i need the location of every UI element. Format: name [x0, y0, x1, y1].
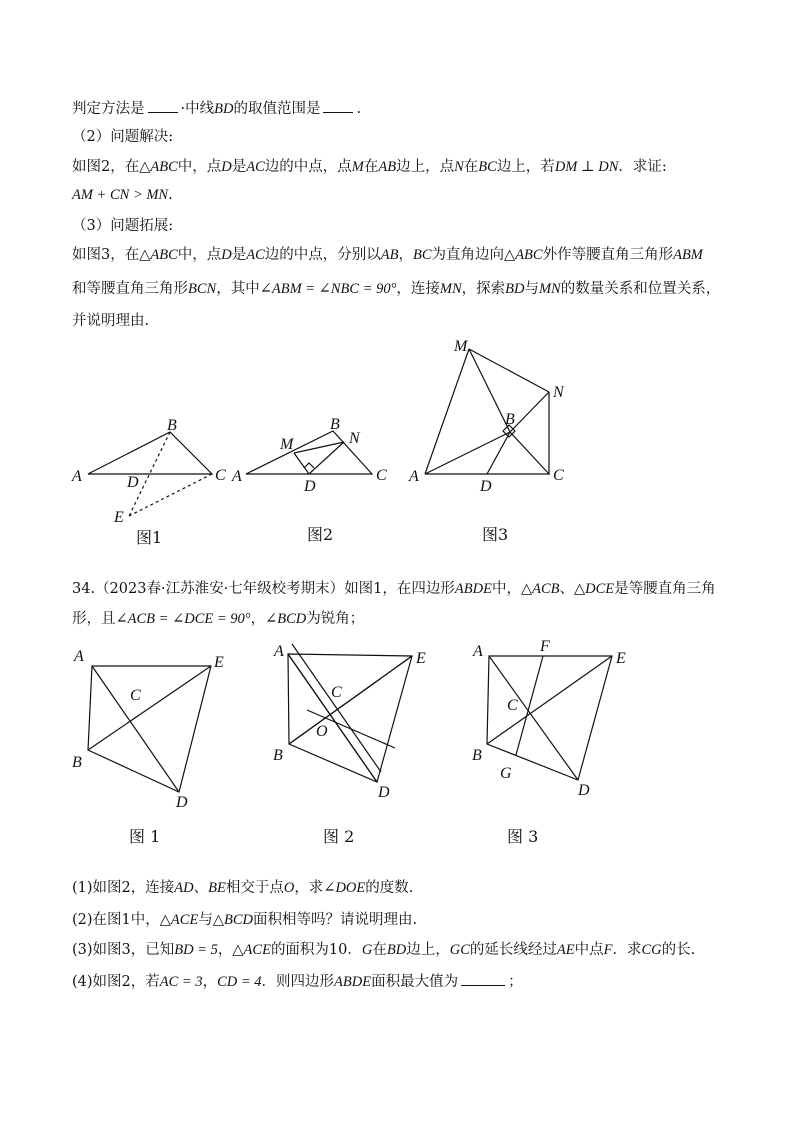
text: 的面积为10．: [270, 942, 362, 958]
text: (2)在图1中，: [72, 912, 160, 928]
text: (1)如图2，连接: [72, 880, 175, 896]
text: ，: [250, 611, 266, 627]
q34-fig3-caption: 图 3: [507, 827, 539, 846]
q34-fig1-label-b: B: [72, 754, 82, 771]
math: △ABC: [504, 247, 543, 263]
text: 外作等腰直角三角形: [542, 247, 674, 263]
text: ·中线: [180, 101, 215, 117]
math: AB: [380, 247, 399, 263]
fig1-label-d: D: [127, 474, 139, 491]
text: 与: [198, 912, 213, 928]
q34-fig3-segment-bce: [487, 656, 612, 744]
q33-figure-1: [71, 417, 226, 547]
text: 如图2，在: [72, 159, 140, 175]
text: ，求: [294, 880, 324, 896]
math: F: [603, 942, 613, 958]
math: △ACE: [232, 942, 271, 958]
math-bd: BD: [214, 101, 234, 117]
text: 相交于点: [225, 880, 284, 896]
math: △ACE: [159, 912, 199, 928]
text: 与: [524, 281, 539, 297]
q34-fig3-quad-abde: [487, 656, 612, 780]
fig2-label-m: M: [280, 436, 294, 453]
fig3-segment-mn: [469, 349, 549, 392]
text: 如图3，在: [72, 247, 140, 263]
math: ∠BCD: [265, 611, 307, 627]
q34-fig3-label-g: G: [500, 765, 512, 782]
math: AC = 3: [159, 974, 203, 990]
q34-fig3-label-a: A: [473, 643, 483, 660]
math: D: [221, 247, 232, 263]
q34-fig2-segment-ce: [292, 644, 381, 772]
fig3-label-b: B: [505, 411, 515, 428]
math: AM + CN > MN: [72, 187, 169, 203]
math: BC: [478, 159, 497, 175]
text: .: [356, 101, 362, 117]
q33-part3-heading: （3）问题拓展:: [72, 218, 174, 234]
math: AD: [174, 880, 194, 896]
text: 边上，: [406, 942, 450, 958]
text: 边上，点: [396, 159, 455, 175]
math: ∠DOE: [323, 880, 366, 896]
text: ，连接: [396, 281, 440, 297]
fig1-segment-ec: [129, 474, 212, 516]
q34-fig2-label-c: C: [331, 684, 342, 701]
text: 中，点: [177, 247, 222, 263]
fig1-label-a: A: [72, 468, 82, 485]
q34-fig2-segment-be: [289, 656, 412, 744]
math: D: [221, 159, 232, 175]
q34-fig3-label-b: B: [472, 747, 482, 764]
fig2-right-angle-mark: [304, 463, 314, 468]
q34-fig1-label-d: D: [176, 794, 188, 811]
math: N: [454, 159, 464, 175]
q34-fig2-label-o: O: [316, 723, 328, 740]
text: 为锐角；: [306, 611, 365, 627]
fig2-label-d: D: [304, 478, 316, 495]
math: △ABC: [139, 159, 178, 175]
math: △ACB: [520, 581, 560, 597]
q34-figure-2: [273, 643, 426, 846]
q34-fig2-label-d: D: [378, 784, 390, 801]
text: ，探索: [461, 281, 506, 297]
fig1-caption: 图1: [136, 528, 163, 547]
text: 的取值范围是: [233, 101, 321, 117]
text: ，: [398, 247, 414, 263]
q34-fig1-label-c: C: [130, 687, 141, 704]
q34-fig3-label-f: F: [540, 638, 550, 655]
fig3-triangle-abc: [425, 432, 549, 474]
question-number: 34.: [72, 581, 96, 597]
text: 是: [231, 247, 247, 263]
q34-figure-1: [72, 648, 224, 846]
math: AB: [378, 159, 397, 175]
question-source: （2023春·江苏淮安·七年级校考期末）: [95, 581, 345, 597]
fig2-segment-mn: [294, 442, 344, 453]
math: AE: [556, 942, 575, 958]
math: G: [361, 942, 373, 958]
text: ．求证:: [618, 159, 667, 175]
text: 面积最大值为: [371, 974, 459, 990]
text: 中点: [574, 942, 604, 958]
math: BCN: [188, 281, 217, 297]
text: ，: [202, 974, 218, 990]
text: 是等腰直角三: [614, 581, 702, 597]
text: 在: [372, 942, 387, 958]
math: △BCD: [212, 912, 253, 928]
math: ∠ABM = ∠NBC = 90°: [259, 281, 397, 297]
text: 的数量关系和位置关系，: [560, 281, 721, 297]
text: 判定方法是: [72, 101, 145, 117]
math: CD = 4: [217, 974, 262, 990]
text: ，其中: [216, 281, 260, 297]
text: 、: [559, 581, 575, 597]
text: ；: [508, 974, 523, 990]
math: CG: [641, 942, 662, 958]
q33-part2-heading: （2）问题解决:: [72, 129, 174, 145]
q34-fig1-quad-abde: [88, 666, 211, 792]
q34-fig1-segment-acd: [92, 666, 179, 792]
math: ABM: [673, 247, 703, 263]
q34-fig2-label-e: E: [416, 650, 426, 667]
fig2-label-a: A: [232, 468, 242, 485]
text: 和等腰直角三角形: [72, 281, 188, 297]
q34-fig2-caption: 图 2: [323, 827, 355, 846]
text: ，: [217, 942, 233, 958]
fig3-label-n: N: [553, 384, 564, 401]
text: 在: [463, 159, 479, 175]
text: 的长.: [661, 942, 696, 958]
math: ABDE: [454, 581, 492, 597]
math: ABDE: [334, 974, 372, 990]
q34-fig2-quad-abde: [288, 654, 412, 782]
fig3-segment-nb: [510, 392, 549, 432]
text: 形，且: [72, 611, 116, 627]
math: MN: [439, 281, 462, 297]
q33-part3-line3: 并说明理由.: [72, 313, 150, 329]
math: BD: [386, 942, 407, 958]
fig2-label-b: B: [330, 416, 340, 433]
text: 中，点: [177, 159, 222, 175]
text: 在: [363, 159, 379, 175]
text: 边的中点，点: [264, 159, 352, 175]
fig1-label-b: B: [167, 417, 177, 434]
text: 边上，若: [496, 159, 555, 175]
text: 如图1，在四边形: [344, 581, 455, 597]
math: BD = 5: [174, 942, 218, 958]
text: .: [168, 187, 173, 203]
fig1-triangle-abc: [88, 432, 212, 474]
fig3-label-c: C: [553, 467, 564, 484]
fig2-label-n: N: [349, 430, 360, 447]
fig2-label-c: C: [376, 467, 387, 484]
q34-fig1-caption: 图 1: [129, 827, 161, 846]
q34-fig2-label-a: A: [274, 643, 284, 660]
text: 为直角边向: [431, 247, 505, 263]
math: MN: [538, 281, 561, 297]
text: 是: [231, 159, 247, 175]
fig1-label-e: E: [114, 509, 124, 526]
text: (4)如图2，若: [72, 974, 160, 990]
text: 边的中点，分别以: [264, 247, 381, 263]
text: 面积相等吗？请说明理由.: [252, 912, 418, 928]
text: 的延长线经过: [469, 942, 557, 958]
fig3-label-d: D: [480, 478, 492, 495]
text: ．则四边形: [261, 974, 335, 990]
text: ．求: [612, 942, 642, 958]
math: GC: [449, 942, 470, 958]
math: AC: [246, 247, 265, 263]
q34-fig1-label-a: A: [74, 648, 84, 665]
fig3-segment-mb: [469, 349, 510, 432]
text: 角: [701, 581, 716, 597]
q34-fig3-label-d: D: [578, 782, 590, 799]
fig3-label-a: A: [409, 468, 419, 485]
q34-fig3-segment-fg: [516, 656, 543, 755]
math: O: [283, 880, 295, 896]
q34-fig3-label-e: E: [616, 650, 626, 667]
q34-fig3-label-c: C: [507, 697, 518, 714]
text: (3)如图3，已知: [72, 942, 175, 958]
math: BC: [413, 247, 432, 263]
text: 中，: [491, 581, 521, 597]
math: ∠ACB = ∠DCE = 90°: [115, 611, 251, 627]
text: 、: [193, 880, 209, 896]
text: 的度数.: [365, 880, 414, 896]
q34-figure-3: [472, 638, 626, 846]
q34-fig3-segment-acd: [489, 656, 578, 780]
fig1-label-c: C: [215, 467, 226, 484]
math: △DCE: [574, 581, 615, 597]
math: DM ⊥ DN: [554, 159, 619, 175]
q33-figure-3: [408, 338, 565, 544]
fig3-caption: 图3: [482, 525, 509, 544]
math: AC: [246, 159, 265, 175]
q34-fig1-label-e: E: [214, 654, 224, 671]
math: △ABC: [139, 247, 178, 263]
fig2-caption: 图2: [307, 525, 334, 544]
q34-fig2-label-b: B: [273, 747, 283, 764]
math: BE: [208, 880, 226, 896]
fig3-label-m: M: [454, 338, 468, 355]
math: M: [351, 159, 364, 175]
math: BD: [505, 281, 525, 297]
q33-figure-2: [231, 416, 387, 544]
